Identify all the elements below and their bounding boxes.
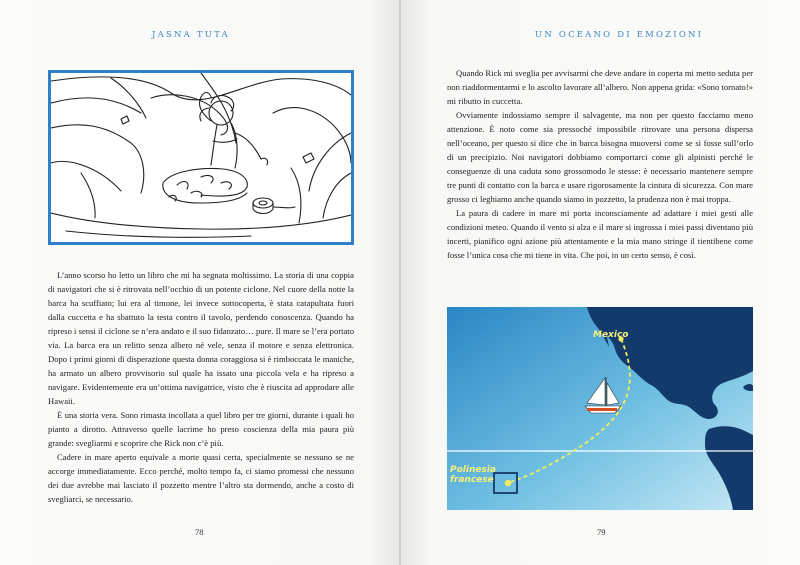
- paragraph: La paura di cadere in mare mi porta inconsciamente ad adattare i miei gesti alle condizioni meteo. Quando il vento si alza e il mare si ingrossa i miei passi diventano più incerti, pianifico ogni azione più attentamente e la mia mano stringe il tientibene come fosse l’unica cosa che mi tiene in vita. Che poi, in un certo senso, è così.: [447, 208, 753, 260]
- left-page: [0, 0, 399, 565]
- route-map: [447, 307, 753, 510]
- paragraph: È una storia vera. Sono rimasta incollata a quel libro per tre giorni, durante i quali ho pianto a dirotto. Attraverso quelle lacrime ho preso coscienza della mia paura più grande: svegliarmi e scoprire che Rick non c’è più.: [48, 410, 354, 448]
- paragraph: Quando Rick mi sveglia per avvisarmi che deve andare in coperta mi metto seduta per non riaddormentarmi e lo ascolto lavorare all’albero. Non appena grida: «Sono tornato!» mi ributto in cuccetta.: [447, 68, 753, 106]
- label-polynesia: [450, 465, 496, 485]
- paragraph: Ovviamente indossiamo sempre il salvagente, ma non per questo facciamo meno attenzione. È noto come sia pressoché impossibile ritrovare una persona dispersa nell’oceano, per questo si dice che in barca bisogna muoversi come se si fosse sull’orlo di un precipizio. Noi navigatori dobbiamo comportarci come gli alpinisti perché le conseguenze di una caduta sono grossomodo le stesse: è necessario mantenere sempre tre punti di contatto con la barca e usare rigorosamente la cintura di sicurezza. Con mare grosso ci leghiamo anche quando siamo in pozzetto, la prudenza non è mai troppa.: [447, 110, 753, 204]
- body-text: [447, 66, 753, 262]
- chapter-illustration: [48, 70, 354, 245]
- page-number: 79: [597, 527, 606, 537]
- label-mexico: Mexico: [593, 330, 629, 340]
- running-head-title: UN OCEANO DI EMOZIONI: [535, 30, 704, 40]
- paragraph: Cadere in mare aperto equivale a morte quasi certa, specialmente se nessuno se ne accorge immediatamente. Ecco perché, molto tempo fa, ci siamo promessi che nessuno dei due avrebbe mai lasciato il pozzetto mentre l’altro sta dormendo, anche a costo di svegliarci, se necessario.: [48, 452, 354, 504]
- woman-in-cabin-drawing-icon: [51, 73, 351, 242]
- paragraph: L’anno scorso ho letto un libro che mi ha segnata moltissimo. La storia di una coppia di navigatori che si è ritrovata nell’occhio di un potente ciclone. Nel cuore della notte la barca ha scuffiato; lui era al timone, lei invece sottocoperta, è stata catapultata fuori dalla cuccetta e ha sbattuto la testa contro il tavolo, perdendo conoscenza. Quando ha ripreso i sensi il ciclone se n’era andato e il suo fidanzato… pure. Il mare se l’era portato via. La barca era un relitto senza albero né vele, senza il motore e senza elettronica. Dopo i primi giorni di disperazione questa donna coraggiosa si è rimboccata le maniche, ha armato un albero provvisorio sul quale ha issato una piccola vela e ha ripreso a navigare. Evidentemente era un’ottima navigatrice, visto che è riuscita ad approdare alle Hawaii.: [48, 270, 354, 406]
- label-polynesia-line1: Polinesia: [450, 465, 496, 475]
- label-polynesia-line2: francese: [450, 475, 494, 485]
- right-page: [401, 0, 800, 565]
- body-text: [48, 268, 354, 506]
- running-head-author: JASNA TUTA: [152, 30, 230, 40]
- page-number: 78: [195, 527, 204, 537]
